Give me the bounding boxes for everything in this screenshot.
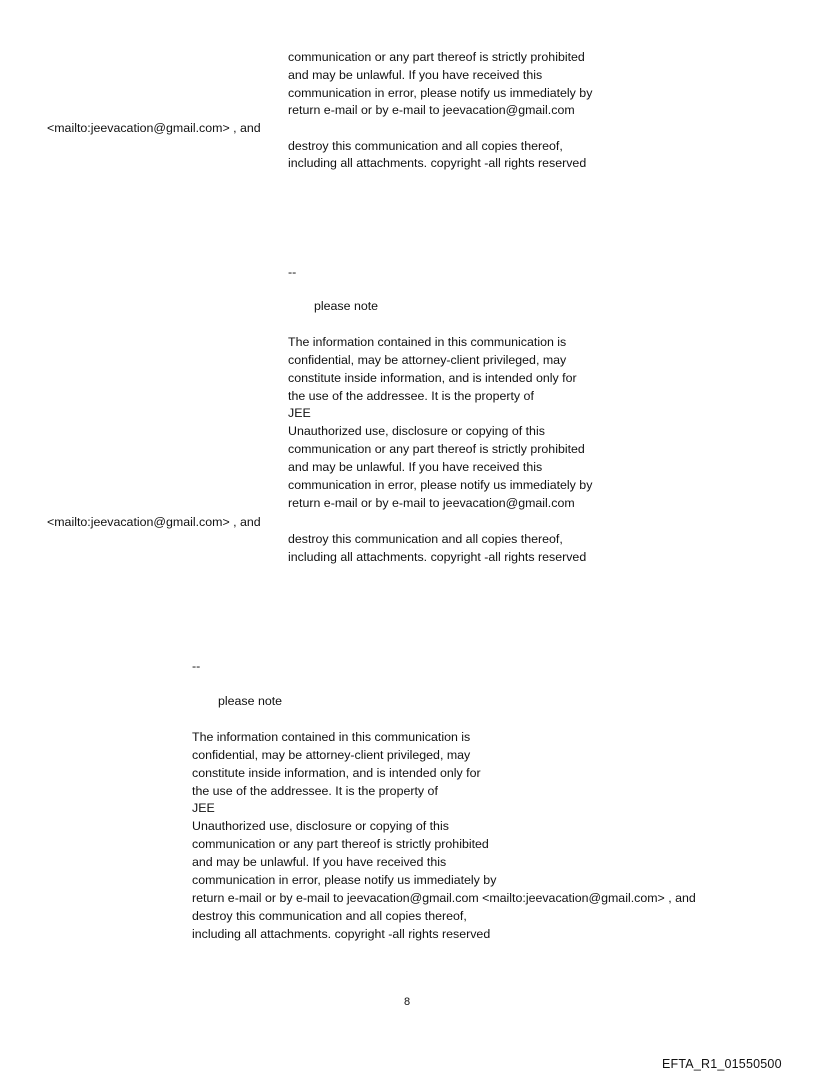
block2-line: and may be unlawful. If you have received this [288,460,543,474]
block3-line: including all attachments. copyright -all rights reserved [192,927,491,941]
block3-heading: please note [218,694,283,708]
block3-line: return e-mail or by e-mail to jeevacation@gmail.com <mailto:jeevacation@gmail.com> , and [192,891,696,905]
block2-line: Unauthorized use, disclosure or copying of this [288,424,545,438]
document-id: EFTA_R1_01550500 [662,1057,782,1071]
block2-line: destroy this communication and all copies thereof, [288,532,563,546]
block3-separator: -- [192,659,201,673]
block2-line: the use of the addressee. It is the property of [288,389,534,403]
block1-line: communication in error, please notify us immediately by [288,86,593,100]
block3-line: destroy this communication and all copies thereof, [192,909,467,923]
block2-line: communication or any part thereof is strictly prohibited [288,442,585,456]
block2-line: The information contained in this communication is [288,335,567,349]
block1-line: including all attachments. copyright -all rights reserved [288,156,587,170]
block1-line: return e-mail or by e-mail to jeevacation@gmail.com [288,103,575,117]
block3-line: The information contained in this communication is [192,730,471,744]
block2-line: constitute inside information, and is intended only for [288,371,577,385]
block3-line: confidential, may be attorney-client privileged, may [192,748,471,762]
block2-line: communication in error, please notify us immediately by [288,478,593,492]
block2-line: including all attachments. copyright -all rights reserved [288,550,587,564]
block3-line: the use of the addressee. It is the property of [192,784,438,798]
page-number: 8 [404,996,411,1008]
block1-line: and may be unlawful. If you have received this [288,68,543,82]
block3-line: constitute inside information, and is intended only for [192,766,481,780]
block3-line: and may be unlawful. If you have received this [192,855,447,869]
block3-line: Unauthorized use, disclosure or copying of this [192,819,449,833]
block1-line: communication or any part thereof is strictly prohibited [288,50,585,64]
block2-separator: -- [288,265,297,279]
block2-mailto-fragment: <mailto:jeevacation@gmail.com> , and [47,515,261,529]
block2-line: JEE [288,406,311,420]
block1-mailto-fragment: <mailto:jeevacation@gmail.com> , and [47,121,261,135]
block1-line: destroy this communication and all copies thereof, [288,139,563,153]
block3-line: JEE [192,801,215,815]
block2-line: confidential, may be attorney-client privileged, may [288,353,567,367]
block2-line: return e-mail or by e-mail to jeevacation@gmail.com [288,496,575,510]
block2-heading: please note [314,299,379,313]
block3-line: communication or any part thereof is strictly prohibited [192,837,489,851]
block3-line: communication in error, please notify us immediately by [192,873,497,887]
